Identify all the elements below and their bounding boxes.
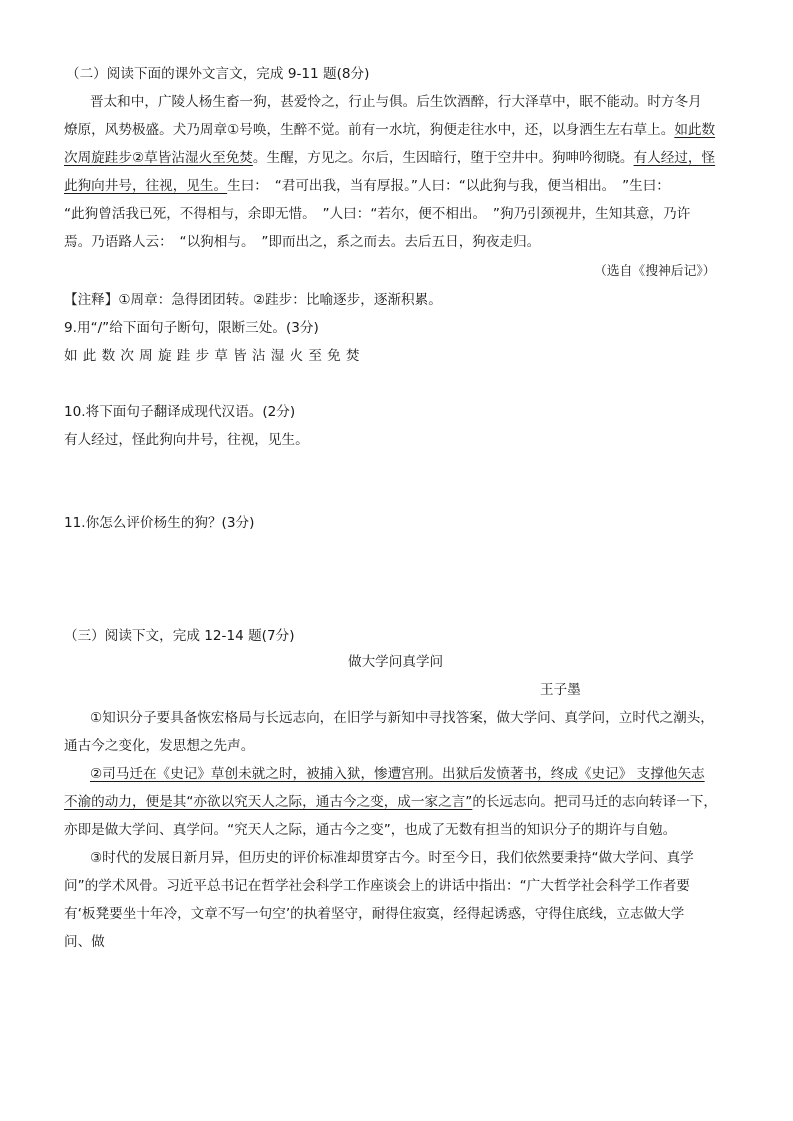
annotation-note: 【注释】①周章：急得团团转。②跬步：比喻逐步，逐渐积累。 [64, 292, 442, 308]
underlined-sentence: 次周旋跬步②草皆沾湿火至免焚 [64, 150, 253, 166]
question-10-text: 有人经过，怪此狗向井号，往视，见生。 [64, 432, 309, 448]
underlined-sentence: 如此数 [674, 122, 716, 138]
paragraph-line: ③时代的发展日新月异，但历史的评价标准却贯穿古今。时至今日，我们依然要秉持“做大学问、真学 [90, 850, 694, 866]
passage-line: 焉。乃语路人云： “以狗相与。 ”即而出之，系之而去。去后五日，狗夜走归。 [64, 234, 541, 250]
underlined-sentence: 有人经过，怪 [633, 150, 716, 166]
passage-line: 此狗向井号，往视，见生。生曰： “君可出我，当有厚报。”人曰：“以此狗与我，便当相出。 ”生曰： [64, 178, 670, 194]
section-heading: （三）阅读下文，完成 12-14 题(7分) [64, 628, 295, 644]
paragraph-line: 有‘板凳要坐十年冷，文章不写一句空’的执着坚守，耐得住寂寞，经得起诱惑，守得住底线，立志做大学 [64, 906, 685, 922]
passage-line: “此狗曾活我已死，不得相与，余即无惜。 ”人曰：“若尔，便不相出。 ”狗乃引颈视井，生知其意，乃许 [64, 206, 691, 222]
passage-line: 燎原，风势极盛。犬乃周章①号唤，生醉不觉。前有一水坑，狗便走往水中，还，以身洒生左右草上。如此数 [64, 122, 716, 138]
article-author: 王子墨 [540, 682, 581, 698]
section-heading: （二）阅读下面的课外文言文，完成 9-11 题(8分) [66, 66, 370, 82]
question-9-text: 如此数次周旋跬步草皆沾湿火至免焚 [64, 348, 365, 364]
underlined-sentence: ②司马迁在《史记》草创未就之时，被捕入狱，惨遭宫刑。出狱后发愤著书，终成《史记》 支撑他矢志 [90, 766, 705, 782]
source-citation: （选自《搜神后记》） [594, 264, 716, 279]
passage-line: 次周旋跬步②草皆沾湿火至免焚。生醒，方见之。尔后，生因暗行，堕于空井中。狗呻吟彻晓。有人经过，怪 [64, 150, 716, 166]
paragraph-line: 问、做 [64, 934, 105, 950]
question-10-label: 10.将下面句子翻译成现代汉语。(2分) [64, 404, 296, 420]
underlined-sentence: 此狗向井号，往视，见生。 [64, 178, 228, 194]
passage-line: 晋太和中，广陵人杨生畜一狗，甚爱怜之，行止与俱。后生饮酒醉，行大泽草中，眠不能动。时方冬月 [90, 94, 702, 110]
question-9-label: 9.用“/”给下面句子断句，限断三处。(3分) [64, 320, 319, 336]
paragraph-line: 通古今之变化，发思想之先声。 [64, 738, 255, 754]
article-title: 做大学问真学问 [348, 654, 444, 670]
paragraph-line: 不渝的动力，便是其“亦欲以究天人之际，通古今之变，成一家之言”的长远志向。把司马迁的志向转译一下， [64, 794, 717, 810]
paragraph-line: ①知识分子要具备恢宏格局与长远志向，在旧学与新知中寻找答案，做大学问、真学问，立时代之潮头， [90, 710, 714, 726]
question-11-label: 11.你怎么评价杨生的狗？(3分) [64, 515, 255, 531]
underlined-sentence: 不渝的动力，便是其“亦欲以究天人之际，通古今之变，成一家之言” [64, 794, 473, 810]
paragraph-line: 问”的学术风骨。习近平总书记在哲学社会科学工作座谈会上的讲话中指出：“广大哲学社会科学工作者要 [64, 878, 690, 894]
paragraph-line: 亦即是做大学问、真学问。“究天人之际，通古今之变”，也成了无数有担当的知识分子的期许与自勉。 [64, 822, 677, 838]
